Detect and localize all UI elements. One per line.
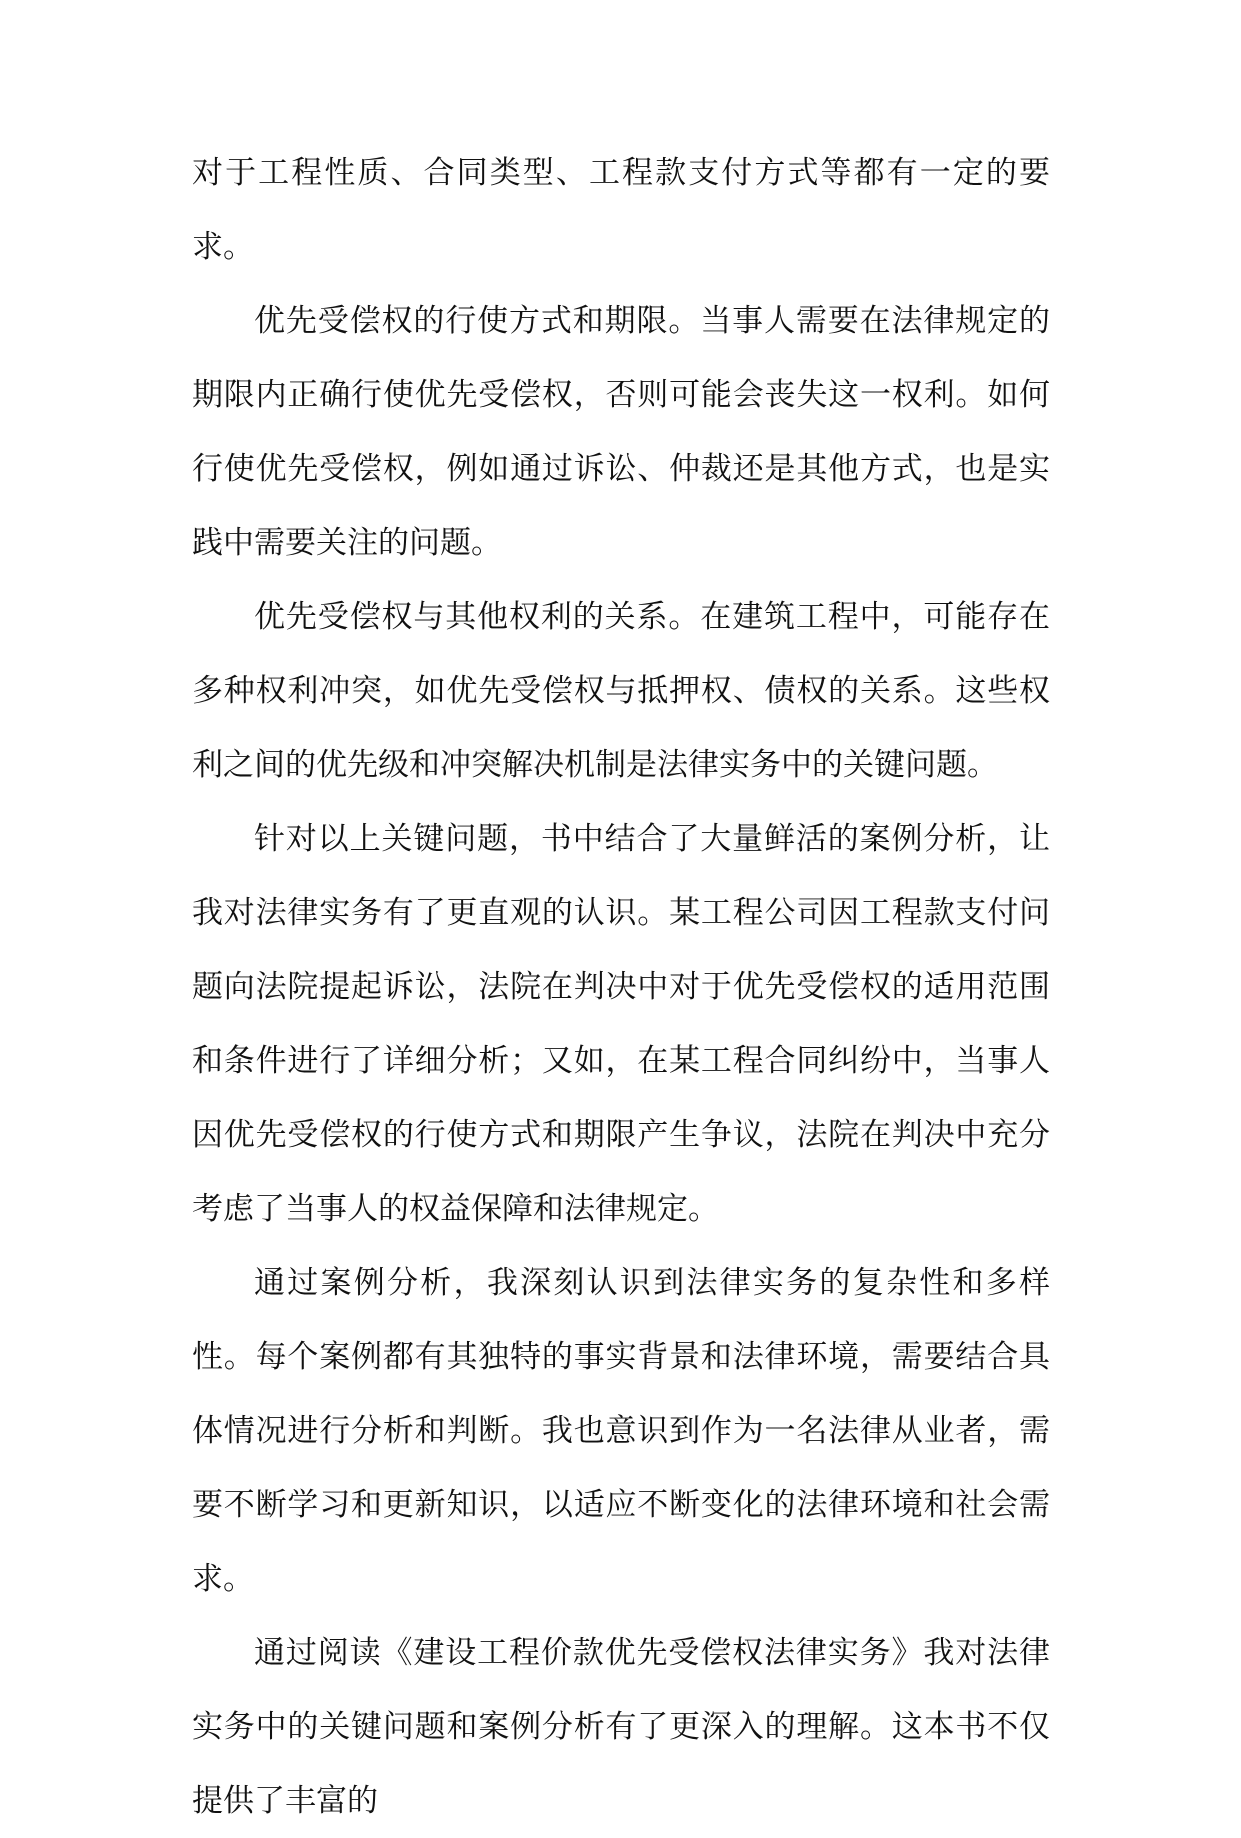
paragraph-3: 优先受偿权与其他权利的关系。在建筑工程中，可能存在多种权利冲突，如优先受偿权与抵押权、债权的关系。这些权利之间的优先级和冲突解决机制是法律实务中的关键问题。 — [192, 599, 1050, 783]
paragraph-5: 通过案例分析，我深刻认识到法律实务的复杂性和多样性。每个案例都有其独特的事实背景和法律环境，需要结合具体情况进行分析和判断。我也意识到作为一名法律从业者，需要不断学习和更新知识，以适应不断变化的法律环境和社会需求。 — [192, 1265, 1050, 1597]
paragraph-6: 通过阅读《建设工程价款优先受偿权法律实务》我对法律实务中的关键问题和案例分析有了更深入的理解。这本书不仅提供了丰富的 — [192, 1635, 1050, 1819]
document-body — [192, 136, 1050, 1838]
paragraph-4: 针对以上关键问题，书中结合了大量鲜活的案例分析，让我对法律实务有了更直观的认识。某工程公司因工程款支付问题向法院提起诉讼，法院在判决中对于优先受偿权的适用范围和条件进行了详细分析；又如，在某工程合同纠纷中，当事人因优先受偿权的行使方式和期限产生争议，法院在判决中充分考虑了当事人的权益保障和法律规定。 — [192, 821, 1050, 1227]
paragraph-2: 优先受偿权的行使方式和期限。当事人需要在法律规定的期限内正确行使优先受偿权，否则可能会丧失这一权利。如何行使优先受偿权，例如通过诉讼、仲裁还是其他方式，也是实践中需要关注的问题。 — [192, 303, 1050, 561]
paragraph-1: 对于工程性质、合同类型、工程款支付方式等都有一定的要求。 — [192, 155, 1050, 265]
